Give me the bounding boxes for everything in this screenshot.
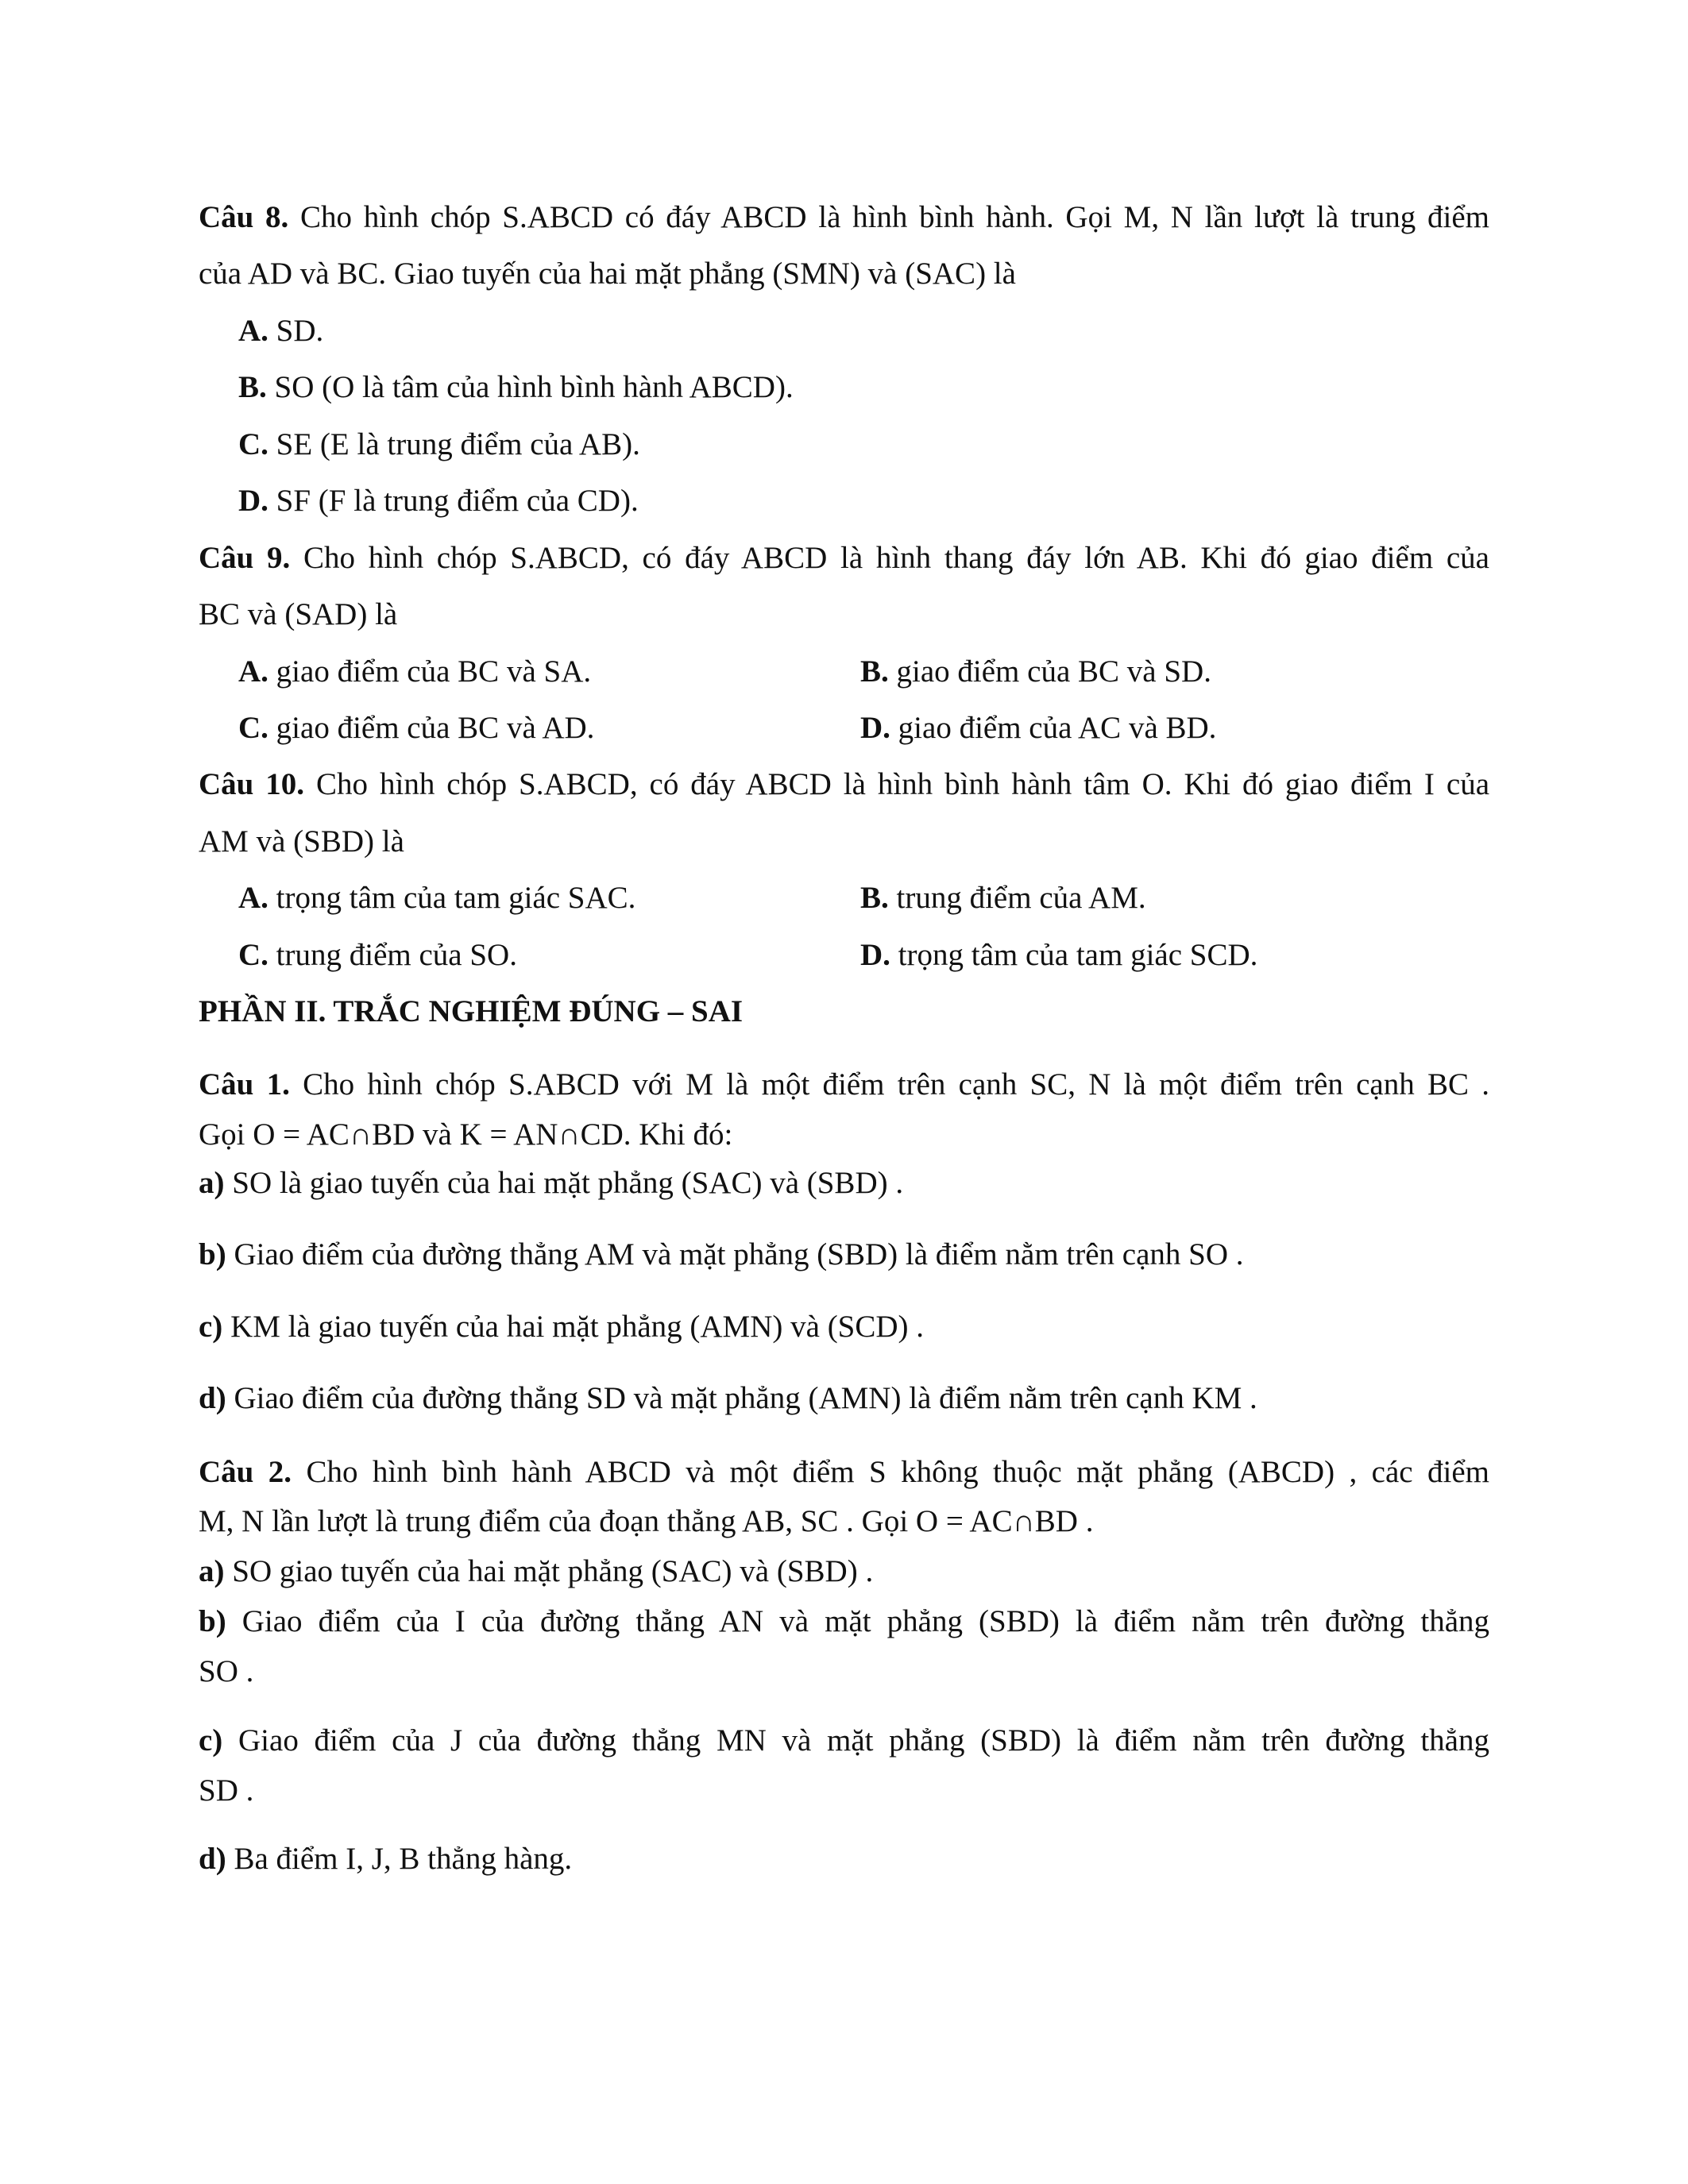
- p1-stem-text-1: Cho hình chóp S.ABCD với M là một điểm trên cạnh SC, N là một điểm trên cạnh BC .: [289, 1067, 1489, 1102]
- p2-item-c: c) Giao điểm của J của đường thẳng MN và mặt phẳng (SBD) là điểm nằm trên đường thẳng: [199, 1723, 1489, 1758]
- p2-stem-line-2: M, N lần lượt là trung điểm của đoạn thẳng AB, SC . Gọi O = AC∩BD .: [199, 1504, 1094, 1538]
- q10-number: Câu 10.: [199, 767, 305, 801]
- p1-item-c: c) KM là giao tuyến của hai mặt phẳng (AMN) và (SCD) .: [199, 1310, 925, 1344]
- p1-stem-line-1: [199, 1066, 1489, 1104]
- p2-stem-line-1: [199, 1453, 1489, 1491]
- q8-option-c: C. SE (E là trung điểm của AB).: [238, 427, 640, 461]
- q8-option-d: D. SF (F là trung điểm của CD).: [238, 484, 639, 518]
- q9-option-b: B. giao điểm của BC và SD.: [860, 654, 1211, 689]
- q8-option-a: A. SD.: [238, 314, 324, 348]
- q8-stem-text-1: Cho hình chóp S.ABCD có đáy ABCD là hình bình hành. Gọi M, N lần lượt là trung điểm: [288, 200, 1489, 234]
- p1-item-a: a) SO là giao tuyến của hai mặt phẳng (SAC) và (SBD) .: [199, 1166, 904, 1200]
- q10-option-c: C. trung điểm của SO.: [238, 938, 517, 972]
- q10-stem-text-1: Cho hình chóp S.ABCD, có đáy ABCD là hình bình hành tâm O. Khi đó giao điểm I của: [304, 767, 1489, 801]
- p2-number: Câu 2.: [199, 1455, 292, 1489]
- p1-stem-line-2: Gọi O = AC∩BD và K = AN∩CD. Khi đó:: [199, 1117, 733, 1152]
- q10-option-d: D. trọng tâm của tam giác SCD.: [860, 938, 1258, 972]
- q9-number: Câu 9.: [199, 541, 291, 575]
- p2-item-d: d) Ba điểm I, J, B thẳng hàng.: [199, 1842, 573, 1876]
- p1-number: Câu 1.: [199, 1067, 290, 1102]
- q8-number: Câu 8.: [199, 200, 289, 234]
- p1-item-b: b) Giao điểm của đường thẳng AM và mặt phẳng (SBD) là điểm nằm trên cạnh SO .: [199, 1237, 1244, 1271]
- section-2-heading: PHẦN II. TRẮC NGHIỆM ĐÚNG – SAI: [199, 994, 744, 1028]
- q9-stem-line-2: BC và (SAD) là: [199, 597, 398, 631]
- q9-option-a: A. giao điểm của BC và SA.: [238, 654, 592, 689]
- q10-stem-line-2: AM và (SBD) là: [199, 824, 404, 859]
- q10-option-b: B. trung điểm của AM.: [860, 881, 1146, 915]
- q9-stem-line-1: [199, 539, 1489, 577]
- p2-item-b: b) Giao điểm của I của đường thẳng AN và mặt phẳng (SBD) là điểm nằm trên đường thẳng: [199, 1604, 1489, 1638]
- q10-option-a: A. trọng tâm của tam giác SAC.: [238, 881, 636, 915]
- p2-item-b-continued: SO .: [199, 1654, 254, 1688]
- q9-stem-text-1: Cho hình chóp S.ABCD, có đáy ABCD là hình thang đáy lớn AB. Khi đó giao điểm của: [290, 541, 1489, 575]
- q9-option-d: D. giao điểm của AC và BD.: [860, 711, 1217, 745]
- p1-item-d: d) Giao điểm của đường thẳng SD và mặt phẳng (AMN) là điểm nằm trên cạnh KM .: [199, 1381, 1257, 1415]
- q8-stem-line-1: [199, 199, 1489, 237]
- q8-stem-line-2: của AD và BC. Giao tuyến của hai mặt phẳng (SMN) và (SAC) là: [199, 257, 1016, 291]
- q8-option-b: B. SO (O là tâm của hình bình hành ABCD).: [238, 370, 794, 404]
- q9-option-c: C. giao điểm của BC và AD.: [238, 711, 595, 745]
- q10-stem-line-1: [199, 766, 1489, 804]
- p2-stem-text-1: Cho hình bình hành ABCD và một điểm S không thuộc mặt phẳng (ABCD) , các điểm: [292, 1455, 1489, 1489]
- p2-item-a: a) SO giao tuyến của hai mặt phẳng (SAC) và (SBD) .: [199, 1554, 874, 1588]
- p2-item-c-continued: SD .: [199, 1773, 254, 1808]
